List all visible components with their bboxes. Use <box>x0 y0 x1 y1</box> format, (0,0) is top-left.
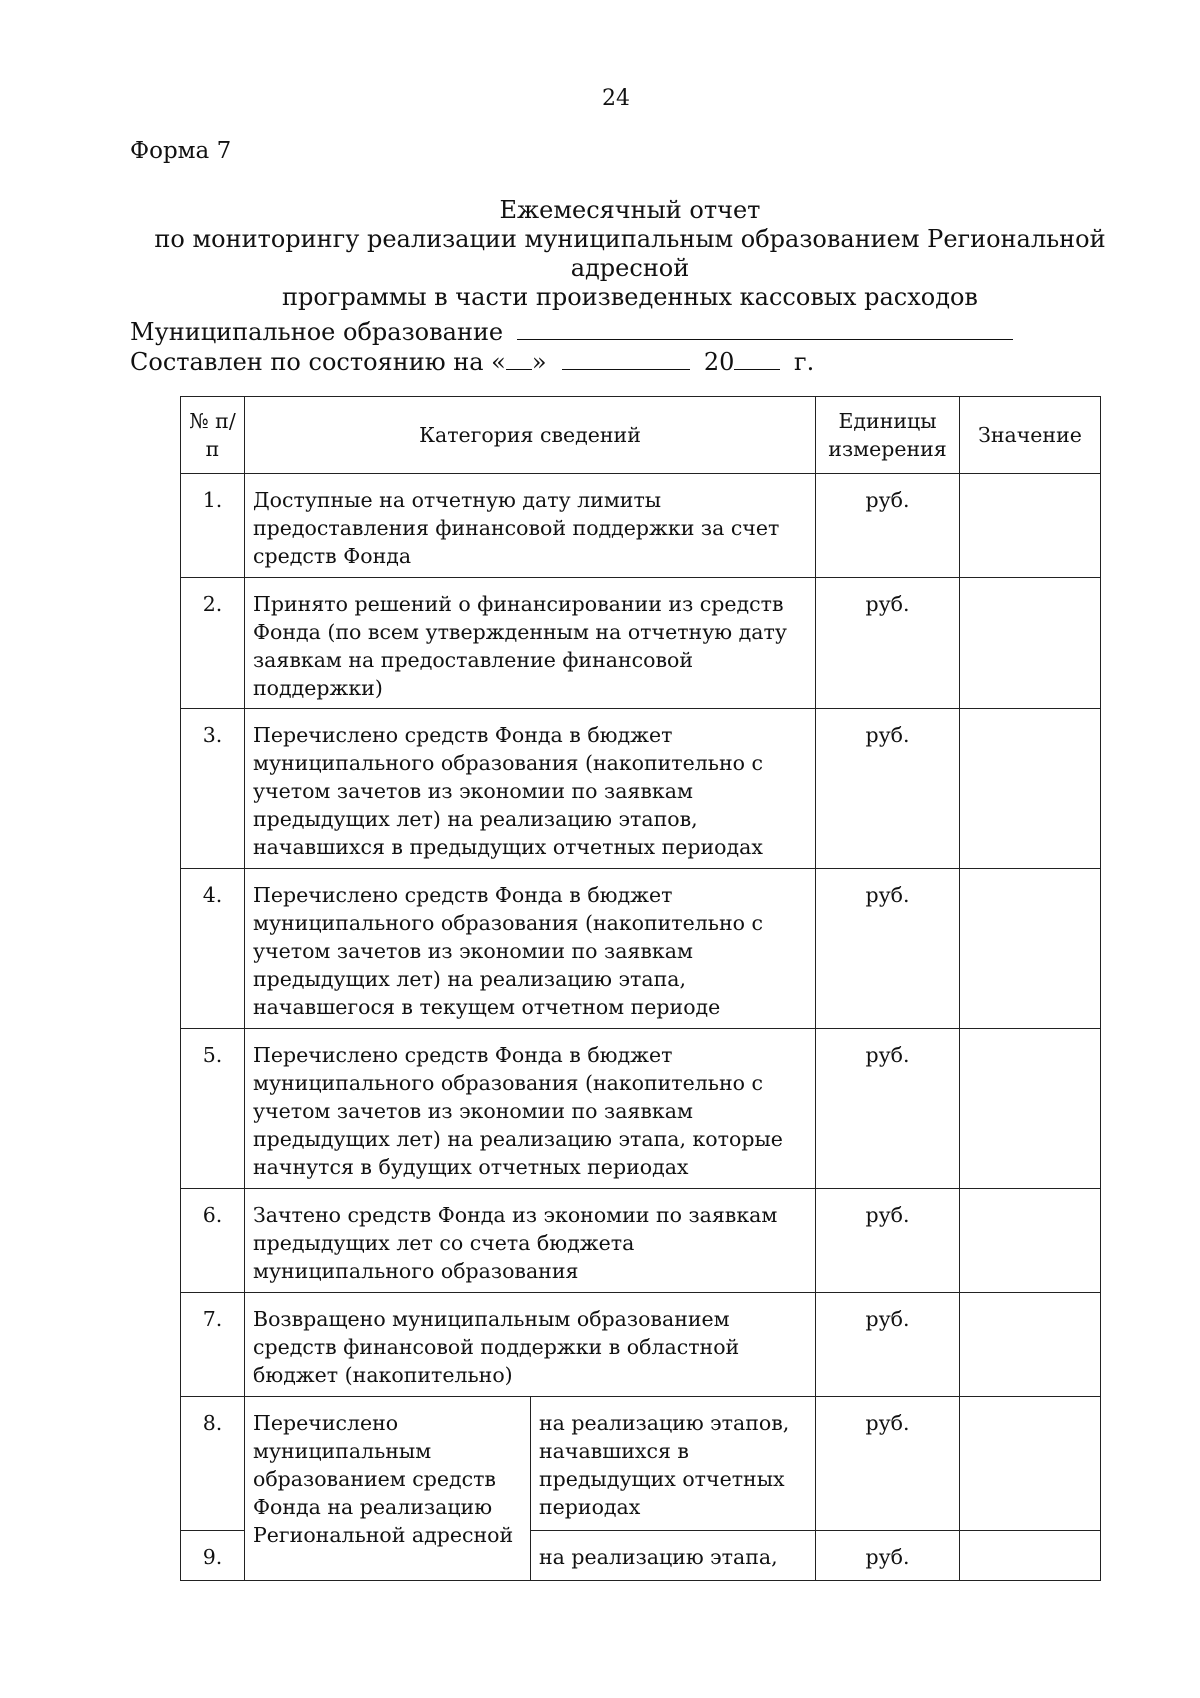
row-value-cell[interactable] <box>960 1531 1101 1581</box>
row-num: 6. <box>181 1189 245 1293</box>
table-row <box>181 1293 1101 1397</box>
row-num: 1. <box>181 474 245 578</box>
row-value-cell[interactable] <box>960 1397 1101 1531</box>
day-field[interactable] <box>506 349 532 370</box>
row-num: 2. <box>181 578 245 709</box>
row-unit: руб. <box>816 1029 960 1189</box>
year-suffix: г. <box>794 348 815 376</box>
table-row <box>181 474 1101 578</box>
report-title <box>130 196 1130 312</box>
date-prefix: Составлен по состоянию на « <box>130 348 506 376</box>
row-value-cell[interactable] <box>960 1029 1101 1189</box>
row-subdesc: на реализацию этапа, <box>531 1531 816 1581</box>
row-unit: руб. <box>816 1531 960 1581</box>
row-num: 7. <box>181 1293 245 1397</box>
row-unit: руб. <box>816 709 960 869</box>
table-row <box>181 578 1101 709</box>
row-num: 8. <box>181 1397 245 1531</box>
table-header-row <box>181 397 1101 474</box>
municipality-label: Муниципальное образование <box>130 318 504 346</box>
row-desc: Доступные на отчетную дату лимиты предоставления финансовой поддержки за счет средств Фонда <box>245 474 816 578</box>
date-quote-close: » <box>531 348 547 376</box>
page-number: 24 <box>602 86 630 111</box>
table-row <box>181 869 1101 1029</box>
row-desc: Перечислено средств Фонда в бюджет муниципального образования (накопительно с учетом зачетов из экономии по заявкам предыдущих лет) на реализацию этапа, начавшегося в текущем отчетном периоде <box>245 869 816 1029</box>
row-unit: руб. <box>816 1293 960 1397</box>
row-num: 4. <box>181 869 245 1029</box>
row-unit: руб. <box>816 1189 960 1293</box>
year-prefix: 20 <box>703 348 735 376</box>
row-desc: Перечислено средств Фонда в бюджет муниципального образования (накопительно с учетом зачетов из экономии по заявкам предыдущих лет) на реализацию этапа, которые начнутся в будущих отчетных периодах <box>245 1029 816 1189</box>
municipality-field[interactable] <box>517 319 1013 340</box>
row-unit: руб. <box>816 578 960 709</box>
row-value-cell[interactable] <box>960 474 1101 578</box>
report-title-line-1: Ежемесячный отчет <box>499 196 761 224</box>
row-value-cell[interactable] <box>960 1293 1101 1397</box>
header-unit: Единицы измерения <box>816 397 960 474</box>
table-row <box>181 709 1101 869</box>
table-row <box>181 1397 1101 1531</box>
row-num: 9. <box>181 1531 245 1581</box>
year-field[interactable] <box>734 349 780 370</box>
table-row <box>181 1189 1101 1293</box>
row-value-cell[interactable] <box>960 578 1101 709</box>
report-title-line-2: по мониторингу реализации муниципальным образованием Региональной адресной <box>154 225 1106 282</box>
row-unit: руб. <box>816 474 960 578</box>
month-field[interactable] <box>562 349 690 370</box>
table-row <box>181 1029 1101 1189</box>
row-desc: Принято решений о финансировании из средств Фонда (по всем утвержденным на отчетную дату заявкам на предоставление финансовой поддержки) <box>245 578 816 709</box>
row-unit: руб. <box>816 869 960 1029</box>
row-value-cell[interactable] <box>960 1189 1101 1293</box>
form-label: Форма 7 <box>130 138 232 164</box>
row-desc: Зачтено средств Фонда из экономии по заявкам предыдущих лет со счета бюджета муниципального образования <box>245 1189 816 1293</box>
row-num: 3. <box>181 709 245 869</box>
row-subdesc: на реализацию этапов, начавшихся в предыдущих отчетных периодах <box>531 1397 816 1531</box>
row-unit: руб. <box>816 1397 960 1531</box>
municipality-line <box>130 318 1013 346</box>
row-num: 5. <box>181 1029 245 1189</box>
row-group-desc: Перечислено муниципальным образованием средств Фонда на реализацию Региональной адресной <box>245 1397 531 1581</box>
header-value: Значение <box>960 397 1101 474</box>
report-table <box>180 396 1101 1581</box>
header-num: № п/п <box>181 397 245 474</box>
row-value-cell[interactable] <box>960 869 1101 1029</box>
row-desc: Возвращено муниципальным образованием средств финансовой поддержки в областной бюджет (накопительно) <box>245 1293 816 1397</box>
report-title-line-3: программы в части произведенных кассовых расходов <box>282 283 978 311</box>
row-desc: Перечислено средств Фонда в бюджет муниципального образования (накопительно с учетом зачетов из экономии по заявкам предыдущих лет) на реализацию этапов, начавшихся в предыдущих отчетных периодах <box>245 709 816 869</box>
row-value-cell[interactable] <box>960 709 1101 869</box>
date-line <box>130 348 814 376</box>
header-category: Категория сведений <box>245 397 816 474</box>
